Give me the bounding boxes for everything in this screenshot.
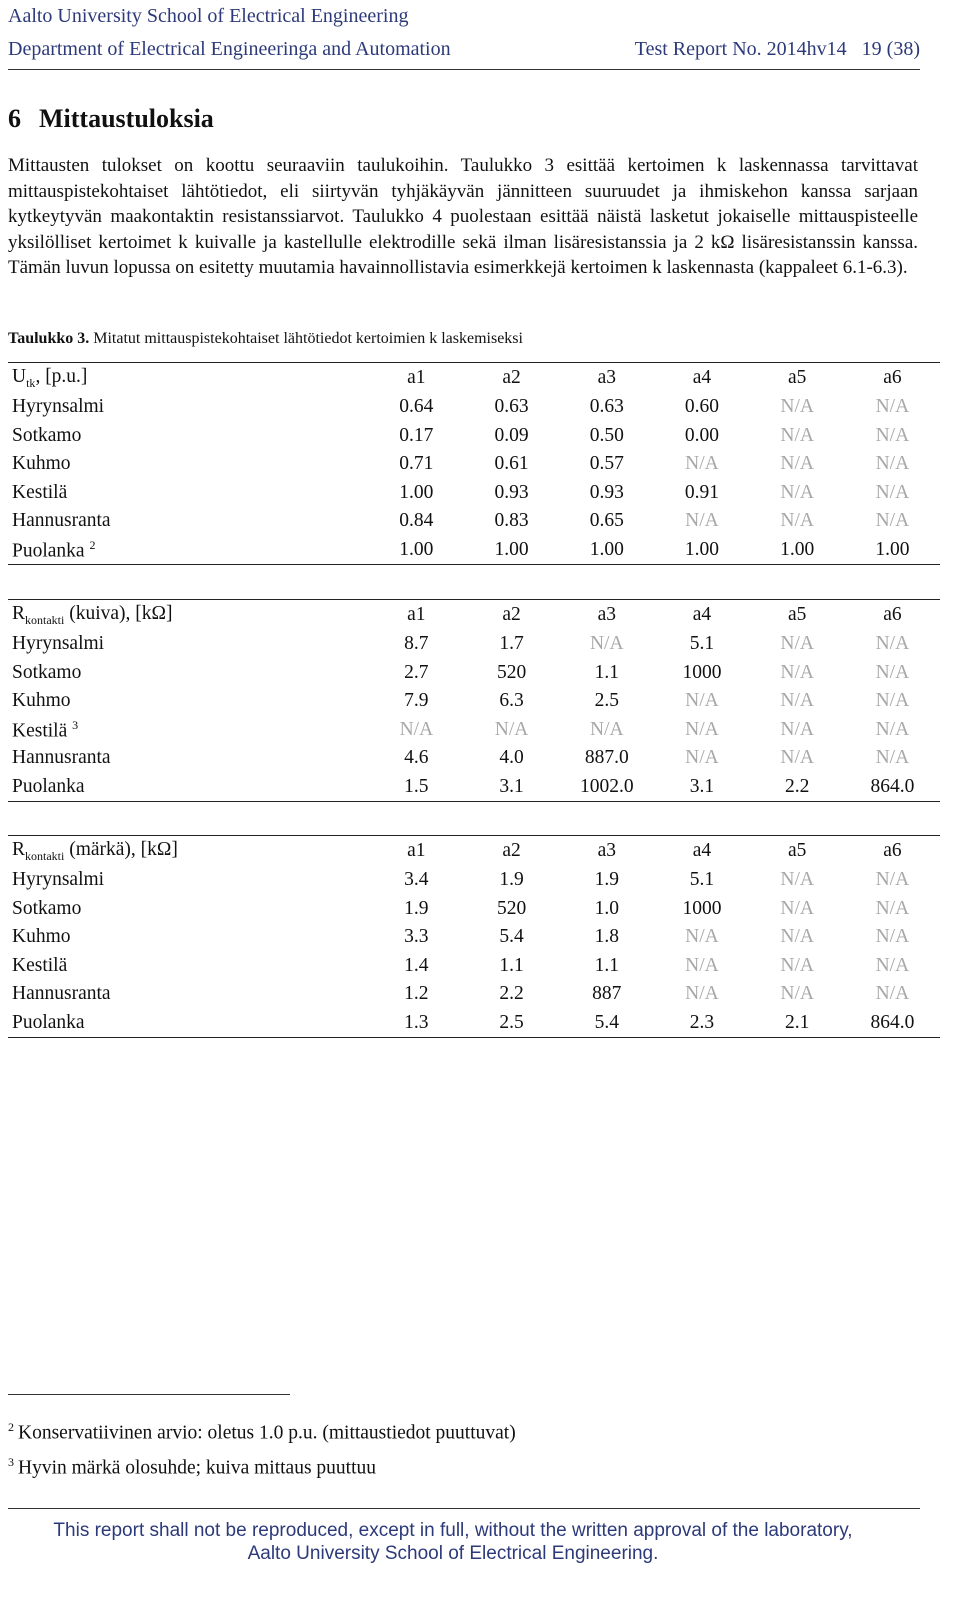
location-name: Sotkamo [12, 424, 82, 446]
report-number: Test Report No. 2014hv14 [634, 38, 847, 60]
footnote-mark: 2 [8, 1420, 14, 1434]
location-cell [8, 393, 369, 422]
column-header: a6 [845, 363, 940, 394]
value-cell: 864.0 [845, 1009, 940, 1038]
location-cell [8, 659, 369, 688]
value-cell: N/A [875, 897, 910, 919]
table-caption [8, 329, 523, 349]
value-cell: N/A [875, 983, 910, 1005]
value-cell: 8.7 [404, 633, 429, 655]
table-r-kontakti-kuiva [8, 599, 940, 802]
table-row [8, 422, 940, 451]
table-row [8, 980, 940, 1009]
value-cell: N/A [685, 453, 719, 475]
value-cell: 520 [496, 661, 527, 683]
location-cell [8, 923, 369, 952]
value-cell: 2.5 [464, 1009, 559, 1038]
location-cell [8, 980, 369, 1009]
value-cell: 0.00 [684, 424, 720, 446]
footnote-mark: 3 [8, 1455, 14, 1469]
section-number: 6 [8, 104, 21, 133]
table-row [8, 716, 940, 745]
value-cell: 0.65 [589, 510, 624, 532]
value-cell: N/A [780, 453, 814, 475]
footnote-ref: 2 [89, 537, 96, 552]
value-cell: N/A [780, 718, 814, 740]
value-cell: 0.63 [589, 396, 624, 418]
value-cell: 1.00 [845, 536, 940, 565]
location-cell [8, 952, 369, 981]
location-name: Hyrynsalmi [12, 633, 105, 655]
value-cell: 1.2 [404, 983, 429, 1005]
column-header: a1 [369, 836, 464, 867]
footnote-text: Hyvin märkä olosuhde; kuiva mittaus puuttuu [18, 1457, 376, 1479]
value-cell: N/A [875, 633, 910, 655]
value-cell: N/A [780, 396, 814, 418]
value-cell: 0.57 [589, 453, 624, 475]
table-row [8, 450, 940, 479]
value-cell: N/A [780, 869, 814, 891]
value-cell: N/A [589, 633, 624, 655]
location-name: Hannusranta [12, 983, 111, 1005]
column-header: a4 [654, 363, 749, 394]
location-cell [8, 507, 369, 536]
quantity-subscript: kontakti [25, 612, 65, 627]
value-cell: N/A [875, 926, 910, 948]
value-cell: N/A [780, 897, 814, 919]
intro-paragraph: Mittausten tulokset on koottu seuraaviin taulukoihin. Taulukko 3 esittää kertoimen k laskennassa tarvittavat mittauspistekohtaiset lähtötiedot, eli siirtyvän tyhjäkäyvän jännitteen suuruudet ja ihmiskehon kanssa sarjaan kytkeytyvän maakontaktin resistanssiarvot. Taulukko 4 puolestaan esittää näistä lasketut jokaiselle mittauspisteelle yksilölliset kertoimet k kuivalle ja kastellulle elektrodille sekä ilman lisäresistanssia ja 2 kΩ lisäresistanssin kanssa. Tämän luvun lopussa on esitetty muutamia havainnollistavia esimerkkejä kertoimen k laskennasta (kappaleet 6.1-6.3). [8, 155, 918, 278]
table-row [8, 923, 940, 952]
value-cell: 1.9 [499, 869, 524, 891]
value-cell: N/A [685, 983, 719, 1005]
value-cell: 2.2 [750, 773, 845, 802]
quantity-symbol: U [12, 365, 27, 387]
value-cell: 0.93 [494, 481, 529, 503]
value-cell: N/A [685, 954, 719, 976]
quantity-header [8, 600, 369, 631]
table-header-row [8, 600, 940, 631]
value-cell: N/A [685, 747, 719, 769]
location-name: Sotkamo [12, 897, 82, 919]
column-header: a1 [369, 600, 464, 631]
table-u-tk [8, 362, 940, 565]
column-header: a1 [369, 363, 464, 394]
location-cell [8, 450, 369, 479]
table-header-row [8, 363, 940, 394]
column-header: a2 [464, 600, 559, 631]
value-cell: N/A [780, 983, 814, 1005]
value-cell: 1.0 [594, 897, 619, 919]
quantity-unit: , [p.u.] [35, 365, 88, 387]
value-cell: 0.60 [684, 396, 720, 418]
table-row [8, 687, 940, 716]
value-cell: 2.7 [404, 661, 429, 683]
table-row [8, 479, 940, 508]
value-cell: 1.1 [594, 954, 619, 976]
value-cell: 2.1 [750, 1009, 845, 1038]
location-cell [8, 773, 369, 802]
value-cell: 3.4 [404, 869, 429, 891]
quantity-unit: (kuiva), [kΩ] [64, 602, 173, 624]
column-header: a3 [559, 600, 654, 631]
table-row [8, 773, 940, 802]
quantity-symbol: R [12, 602, 26, 624]
location-name: Hyrynsalmi [12, 396, 105, 418]
column-header: a3 [559, 836, 654, 867]
location-cell [8, 866, 369, 895]
table-row [8, 866, 940, 895]
value-cell: 1.5 [369, 773, 464, 802]
caption-label: Taulukko 3. [8, 330, 90, 347]
column-header: a4 [654, 600, 749, 631]
value-cell: 1.00 [399, 481, 434, 503]
location-cell [8, 744, 369, 773]
value-cell: N/A [875, 661, 910, 683]
location-name: Hyrynsalmi [12, 869, 105, 891]
value-cell: 1.7 [499, 633, 524, 655]
value-cell: 0.17 [399, 424, 434, 446]
location-cell [8, 630, 369, 659]
value-cell: N/A [875, 453, 910, 475]
location-cell [8, 536, 369, 565]
value-cell: N/A [685, 510, 719, 532]
value-cell: N/A [780, 633, 814, 655]
column-header: a5 [750, 363, 845, 394]
value-cell: 0.09 [494, 424, 529, 446]
value-cell: N/A [875, 954, 910, 976]
header-institution: Aalto University School of Electrical Engineering [8, 5, 409, 27]
value-cell: 2.5 [594, 690, 619, 712]
table-row [8, 744, 940, 773]
footer-line-2: Aalto University School of Electrical Engineering. [247, 1543, 659, 1564]
value-cell: 6.3 [499, 690, 524, 712]
value-cell: 864.0 [845, 773, 940, 802]
table-row [8, 507, 940, 536]
value-cell: N/A [780, 481, 814, 503]
value-cell: 1.3 [369, 1009, 464, 1038]
table-r-kontakti-marka [8, 835, 940, 1038]
quantity-unit: (märkä), [kΩ] [64, 838, 178, 860]
value-cell: 0.71 [399, 453, 434, 475]
value-cell: N/A [780, 954, 814, 976]
location-name: Kuhmo [12, 926, 71, 948]
location-name: Kestilä [12, 720, 68, 741]
location-cell [8, 687, 369, 716]
table-row [8, 536, 940, 565]
quantity-header [8, 363, 369, 394]
value-cell: 1.00 [654, 536, 749, 565]
value-cell: N/A [494, 718, 529, 740]
value-cell: 1.8 [594, 926, 619, 948]
column-header: a6 [845, 600, 940, 631]
value-cell: 0.93 [589, 481, 624, 503]
value-cell: N/A [875, 510, 910, 532]
value-cell: 5.4 [559, 1009, 654, 1038]
value-cell: N/A [780, 926, 814, 948]
value-cell: 1.9 [594, 869, 619, 891]
value-cell: 2.2 [499, 983, 524, 1005]
section-heading [8, 104, 214, 134]
value-cell: N/A [875, 690, 910, 712]
value-cell: 1.00 [750, 536, 845, 565]
value-cell: N/A [399, 718, 434, 740]
footnote-ref: 3 [72, 717, 79, 732]
caption-text: Mitatut mittauspistekohtaiset lähtötiedot kertoimien k laskemiseksi [93, 330, 523, 347]
table-row [8, 895, 940, 924]
value-cell: N/A [685, 926, 719, 948]
page-number: 19 (38) [861, 38, 920, 60]
column-header: a3 [559, 363, 654, 394]
value-cell: N/A [875, 481, 910, 503]
location-name: Kuhmo [12, 690, 71, 712]
column-header: a2 [464, 836, 559, 867]
value-cell: N/A [875, 869, 910, 891]
quantity-header [8, 836, 369, 867]
quantity-subscript: kontakti [25, 848, 65, 863]
value-cell: 3.1 [464, 773, 559, 802]
location-name: Hannusranta [12, 747, 111, 769]
footer-line-1: This report shall not be reproduced, except in full, without the written approval of the laboratory, [53, 1520, 853, 1541]
value-cell: 1.9 [404, 897, 429, 919]
value-cell: 2.3 [654, 1009, 749, 1038]
value-cell: N/A [875, 747, 910, 769]
table-row [8, 1009, 940, 1038]
footnote-text: Konservatiivinen arvio: oletus 1.0 p.u. (mittaustiedot puuttuvat) [18, 1422, 516, 1444]
location-cell [8, 716, 369, 745]
value-cell: 0.63 [494, 396, 529, 418]
table-row [8, 630, 940, 659]
value-cell: 0.83 [494, 510, 529, 532]
table-header-row [8, 836, 940, 867]
value-cell: 5.1 [689, 869, 715, 891]
quantity-symbol: R [12, 838, 26, 860]
header-department: Department of Electrical Engineeringa and Automation [8, 38, 451, 60]
location-cell [8, 1009, 369, 1038]
value-cell: 0.84 [399, 510, 434, 532]
value-cell: 0.50 [589, 424, 624, 446]
header-divider [8, 69, 920, 70]
location-name: Puolanka [12, 540, 85, 561]
location-name: Sotkamo [12, 661, 82, 683]
value-cell: 5.1 [689, 633, 715, 655]
location-name: Puolanka [12, 1011, 85, 1033]
value-cell: 1.00 [559, 536, 654, 565]
header-report-info [635, 37, 920, 61]
location-name: Kestilä [12, 481, 68, 503]
quantity-subscript: tk [26, 375, 36, 390]
value-cell: 1000 [682, 661, 722, 683]
value-cell: 1002.0 [559, 773, 654, 802]
section-title: Mittaustuloksia [39, 104, 214, 133]
location-cell [8, 895, 369, 924]
value-cell: 5.4 [499, 926, 524, 948]
location-name: Puolanka [12, 775, 85, 797]
table-row [8, 659, 940, 688]
value-cell: N/A [780, 661, 814, 683]
column-header: a2 [464, 363, 559, 394]
value-cell: 1.4 [404, 954, 429, 976]
column-header: a5 [750, 600, 845, 631]
value-cell: N/A [780, 690, 814, 712]
value-cell: N/A [589, 718, 624, 740]
value-cell: 3.1 [654, 773, 749, 802]
value-cell: N/A [685, 690, 719, 712]
location-name: Kestilä [12, 954, 68, 976]
value-cell: 7.9 [404, 690, 429, 712]
value-cell: N/A [780, 510, 814, 532]
value-cell: N/A [780, 424, 814, 446]
footnote-divider [8, 1394, 290, 1395]
table-row [8, 393, 940, 422]
footnote-3 [8, 1450, 376, 1481]
value-cell: 3.3 [404, 926, 429, 948]
value-cell: 1.1 [594, 661, 619, 683]
value-cell: 0.91 [684, 481, 720, 503]
value-cell: 0.61 [494, 453, 529, 475]
location-cell [8, 479, 369, 508]
value-cell: 1.1 [499, 954, 524, 976]
value-cell: 1.00 [464, 536, 559, 565]
value-cell: 887.0 [584, 747, 629, 769]
value-cell: 887 [592, 983, 622, 1005]
column-header: a5 [750, 836, 845, 867]
value-cell: 1.00 [369, 536, 464, 565]
value-cell: 520 [496, 897, 527, 919]
value-cell: N/A [780, 747, 814, 769]
column-header: a4 [654, 836, 749, 867]
value-cell: 4.0 [499, 747, 524, 769]
location-name: Kuhmo [12, 453, 71, 475]
value-cell: N/A [875, 718, 910, 740]
location-name: Hannusranta [12, 510, 111, 532]
value-cell: N/A [875, 424, 910, 446]
value-cell: 0.64 [399, 396, 434, 418]
location-cell [8, 422, 369, 451]
header-line [8, 37, 920, 61]
value-cell: N/A [875, 396, 910, 418]
value-cell: 4.6 [404, 747, 429, 769]
table-row [8, 952, 940, 981]
column-header: a6 [845, 836, 940, 867]
footnote-2 [8, 1415, 516, 1446]
footer-divider [8, 1508, 920, 1509]
value-cell: N/A [685, 718, 719, 740]
value-cell: 1000 [682, 897, 722, 919]
